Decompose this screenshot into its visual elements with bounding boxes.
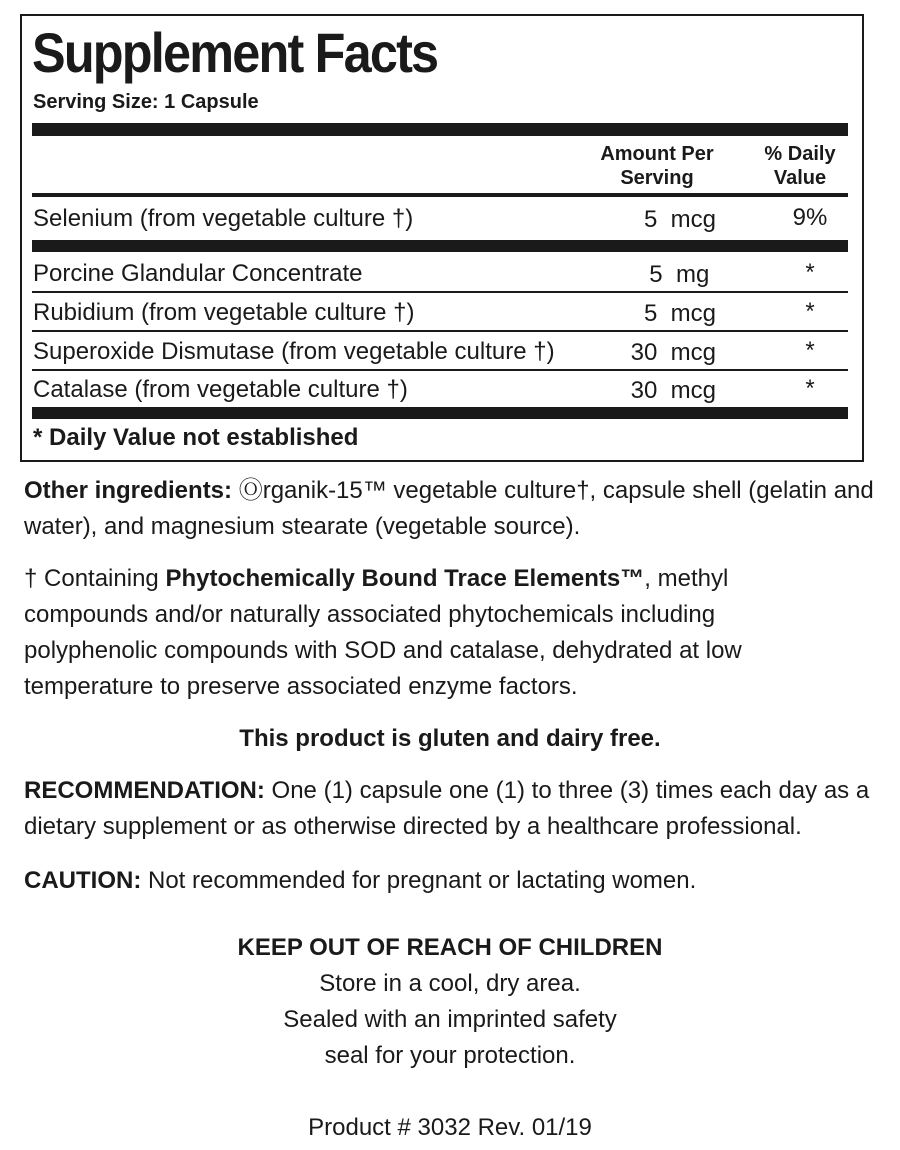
- other-ingredients-text: Ⓞrganik-15™ vegetable culture†, capsule shell (gelatin and water), and magnesium stearate (vegetable source).: [24, 477, 874, 540]
- dagger-note: [24, 561, 854, 705]
- nutrient-amount: 30 mcg: [630, 339, 716, 366]
- daily-value-footnote: * Daily Value not established: [33, 424, 359, 451]
- nutrient-name: Rubidium (from vegetable culture †): [33, 299, 415, 326]
- nutrient-amount: 5 mg: [649, 261, 716, 288]
- amount-per-serving-header: [577, 142, 737, 190]
- nutrient-row: [32, 199, 848, 236]
- nutrient-name: Catalase (from vegetable culture †): [33, 376, 408, 403]
- nutrient-row: [32, 293, 848, 332]
- dv-header-line2: Value: [773, 167, 827, 189]
- recommendation-text: One (1) capsule one (1) to three (3) times each day as a dietary supplement or as otherwise directed by a healthcare professional.: [24, 777, 870, 840]
- nutrient-row: [32, 332, 848, 371]
- nutrient-daily-value: *: [805, 337, 815, 364]
- storage-instruction: Store in a cool, dry area.: [319, 970, 581, 997]
- daily-value-header: [752, 142, 848, 190]
- caution-text: Not recommended for pregnant or lactating women.: [141, 867, 697, 894]
- nutrient-amount: 30 mcg: [630, 377, 716, 404]
- nutrient-daily-value: *: [805, 259, 815, 286]
- caution-label: CAUTION:: [24, 867, 142, 894]
- nutrient-name: Selenium (from vegetable culture †): [33, 205, 414, 232]
- serving-size: Serving Size: 1 Capsule: [33, 91, 259, 113]
- supplement-facts-panel: [20, 14, 864, 462]
- dagger-note-prefix: † Containing: [24, 565, 166, 592]
- divider-bar-top: [32, 123, 848, 136]
- other-ingredients: [24, 473, 874, 545]
- caution: [24, 863, 874, 899]
- nutrient-amount: 5 mcg: [643, 300, 716, 327]
- nutrient-amount: 5 mcg: [643, 206, 716, 233]
- dv-header-line1: % Daily: [764, 143, 836, 165]
- seal-note-line2: seal for your protection.: [324, 1042, 576, 1069]
- nutrient-daily-value: *: [805, 298, 815, 325]
- other-ingredients-label: Other ingredients:: [24, 477, 233, 504]
- dagger-note-suffix: , methyl compounds and/or naturally associated phytochemicals including polyphenolic compounds with SOD and catalase, dehydrated at low temperature to preserve associated enzyme factors.: [24, 565, 742, 700]
- gluten-dairy-free-statement: This product is gluten and dairy free.: [239, 725, 661, 752]
- nutrient-daily-value: 9%: [792, 204, 828, 231]
- nutrient-name: Porcine Glandular Concentrate: [33, 260, 363, 287]
- nutrient-row: [32, 254, 848, 293]
- header-rule: [32, 193, 848, 197]
- divider-bar-bottom: [32, 407, 848, 419]
- amount-header-line2: Serving: [620, 167, 694, 189]
- recommendation-label: RECOMMENDATION:: [24, 777, 265, 804]
- amount-header-line1: Amount Per: [600, 143, 714, 165]
- recommendation: [24, 773, 874, 845]
- nutrient-name: Superoxide Dismutase (from vegetable culture †): [33, 338, 555, 365]
- keep-out-of-reach-warning: KEEP OUT OF REACH OF CHILDREN: [237, 934, 663, 961]
- nutrient-daily-value: *: [805, 375, 815, 402]
- panel-title: Supplement Facts: [32, 21, 438, 84]
- dagger-note-bold: Phytochemically Bound Trace Elements™: [165, 565, 645, 592]
- divider-bar-middle: [32, 240, 848, 252]
- seal-note-line1: Sealed with an imprinted safety: [283, 1006, 617, 1033]
- product-number: Product # 3032 Rev. 01/19: [308, 1114, 592, 1141]
- nutrient-row: [32, 370, 848, 407]
